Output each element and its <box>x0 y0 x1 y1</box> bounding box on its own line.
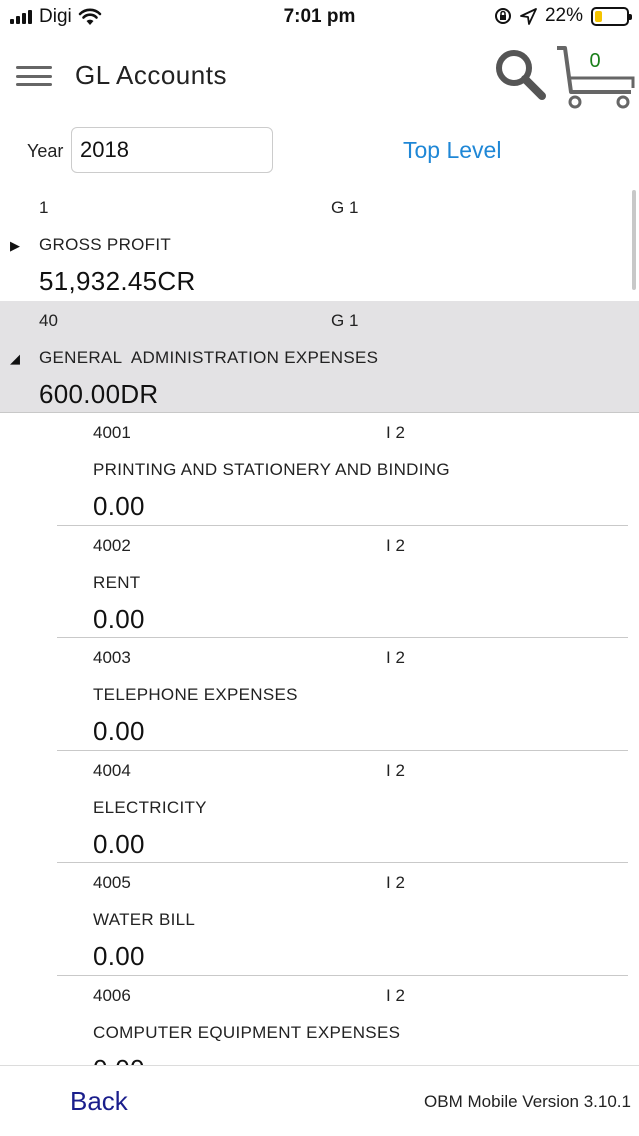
account-code: 4001 <box>93 423 131 442</box>
location-icon <box>520 8 537 25</box>
account-amount: 0.00 <box>93 716 145 746</box>
version-label: OBM Mobile Version 3.10.1 <box>424 1092 631 1111</box>
year-input[interactable] <box>71 127 273 173</box>
account-code: 4002 <box>93 535 131 555</box>
account-type: I 2 <box>386 873 405 892</box>
account-type: I 2 <box>386 648 405 667</box>
account-row[interactable] <box>0 751 639 864</box>
account-name: PRINTING AND STATIONERY AND BINDING <box>93 460 450 479</box>
orientation-lock-icon <box>494 7 512 25</box>
account-row[interactable] <box>0 863 639 976</box>
account-type: I 2 <box>386 423 405 442</box>
status-time: 7:01 pm <box>283 6 356 27</box>
list-scrollbar[interactable] <box>632 190 636 290</box>
page-title: GL Accounts <box>75 60 227 90</box>
account-name: WATER BILL <box>93 910 196 929</box>
account-code: 1 <box>39 198 49 217</box>
account-code: 4006 <box>93 985 131 1005</box>
hamburger-icon[interactable] <box>16 66 52 86</box>
account-code: 4005 <box>93 873 131 892</box>
account-name: RENT <box>93 572 141 592</box>
account-amount: 0.00 <box>93 491 145 521</box>
account-type: I 2 <box>386 985 405 1005</box>
account-name: TELEPHONE EXPENSES <box>93 685 298 704</box>
battery-level <box>595 11 602 22</box>
account-row-selected[interactable] <box>0 301 639 414</box>
search-icon[interactable] <box>492 46 548 102</box>
account-type: G 1 <box>331 198 359 217</box>
account-code: 40 <box>39 310 58 330</box>
status-right <box>494 5 629 27</box>
account-row[interactable] <box>0 413 639 526</box>
triangle-right-icon[interactable]: ▶ <box>10 238 20 253</box>
battery-icon <box>591 7 629 26</box>
carrier-name: Digi <box>39 6 72 27</box>
account-name: ELECTRICITY <box>93 797 207 817</box>
account-row[interactable] <box>0 188 639 301</box>
year-label: Year <box>27 141 64 161</box>
account-amount: 0.00 <box>93 941 145 971</box>
account-code: 4003 <box>93 648 131 667</box>
account-row[interactable] <box>0 526 639 639</box>
account-type: G 1 <box>331 310 359 330</box>
account-amount: 600.00DR <box>39 378 159 409</box>
app-header <box>0 36 639 114</box>
account-code: 4004 <box>93 760 131 780</box>
battery-percent: 22% <box>544 5 583 26</box>
status-bar <box>0 0 639 34</box>
account-amount: 0.00 <box>93 603 145 634</box>
back-button[interactable]: Back <box>70 1086 128 1116</box>
account-row[interactable] <box>0 638 639 751</box>
account-type: I 2 <box>386 760 405 780</box>
account-amount: 51,932.45CR <box>39 266 196 296</box>
account-name: COMPUTER EQUIPMENT EXPENSES <box>93 1022 401 1042</box>
account-amount: 0.00 <box>93 828 145 859</box>
cart-count-badge: 0 <box>589 50 601 72</box>
top-level-link[interactable]: Top Level <box>403 137 502 163</box>
account-name: GENERAL ADMINISTRATION EXPENSES <box>39 347 379 367</box>
footer-bar <box>0 1065 639 1136</box>
account-type: I 2 <box>386 535 405 555</box>
account-name: GROSS PROFIT <box>39 235 172 254</box>
account-list[interactable] <box>0 188 639 1065</box>
triangle-up-icon[interactable]: ◢ <box>10 350 20 366</box>
